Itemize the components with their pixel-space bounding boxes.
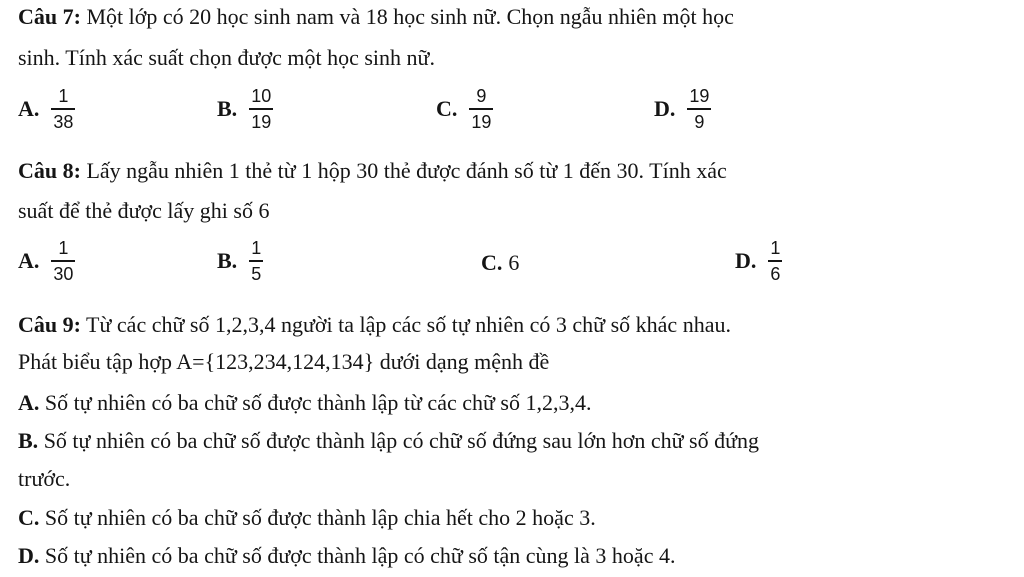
q8-option-a[interactable] (18, 238, 75, 284)
q9-option-a-label: A. (18, 390, 40, 415)
q8-option-d-fraction (768, 238, 782, 284)
q8-option-d[interactable] (735, 238, 782, 284)
q7-option-a[interactable] (18, 86, 75, 132)
fraction-numerator: 1 (58, 238, 69, 258)
q7-option-d-label: D. (654, 95, 676, 121)
q7-option-b[interactable] (217, 86, 273, 132)
q7-option-d-fraction (687, 86, 711, 132)
fraction-denominator: 38 (53, 111, 74, 132)
fraction-denominator: 9 (694, 111, 705, 132)
fraction-denominator: 6 (770, 263, 781, 284)
fraction-denominator: 30 (53, 263, 74, 284)
q9-option-d-label: D. (18, 543, 40, 568)
q9-option-d[interactable] (18, 543, 675, 569)
q9-line2: Phát biểu tập hợp A={123,234,124,134} dưới dạng mệnh đề (18, 349, 550, 374)
fraction-numerator: 19 (689, 86, 710, 106)
fraction-numerator: 10 (251, 86, 272, 106)
q8-option-c-label: C. (481, 250, 503, 275)
q9-option-c-text: Số tự nhiên có ba chữ số được thành lập chia hết cho 2 hoặc 3. (39, 505, 596, 530)
q7-option-a-label: A. (18, 95, 40, 121)
q9-option-a-text: Số tự nhiên có ba chữ số được thành lập từ các chữ số 1,2,3,4. (39, 390, 592, 415)
q9-label: Câu 9: (18, 312, 81, 337)
q7-line2: sinh. Tính xác suất chọn được một học sinh nữ. (18, 45, 435, 70)
q8-text-1: Lấy ngẫu nhiên 1 thẻ từ 1 hộp 30 thẻ được đánh số từ 1 đến 30. Tính xác (80, 158, 727, 183)
q8-line2: suất để thẻ được lấy ghi số 6 (18, 198, 270, 223)
fraction-denominator: 5 (251, 263, 262, 284)
q8-line1 (18, 158, 727, 184)
fraction-numerator: 1 (770, 238, 781, 258)
q7-option-c-fraction (469, 86, 493, 132)
q7-text-1: Một lớp có 20 học sinh nam và 18 học sinh nữ. Chọn ngẫu nhiên một học (80, 4, 734, 29)
q7-option-b-label: B. (217, 95, 238, 121)
q7-option-b-fraction (249, 86, 273, 132)
q7-option-c[interactable] (436, 86, 493, 132)
q9-option-b[interactable] (18, 428, 759, 454)
q8-option-c-value: 6 (508, 250, 520, 275)
q9-option-c-label: C. (18, 505, 40, 530)
fraction-numerator: 1 (58, 86, 69, 106)
q7-line1 (18, 4, 734, 30)
q7-option-d[interactable] (654, 86, 711, 132)
q9-option-d-text: Số tự nhiên có ba chữ số được thành lập có chữ số tận cùng là 3 hoặc 4. (39, 543, 676, 568)
q8-option-b[interactable] (217, 238, 263, 284)
q8-option-c[interactable] (481, 250, 519, 276)
fraction-numerator: 9 (476, 86, 487, 106)
q9-text-1: Từ các chữ số 1,2,3,4 người ta lập các số tự nhiên có 3 chữ số khác nhau. (80, 312, 731, 337)
q8-option-b-label: B. (217, 247, 238, 273)
q9-option-b-label: B. (18, 428, 39, 453)
q8-option-b-fraction (249, 238, 263, 284)
q8-option-a-fraction (51, 238, 75, 284)
q8-option-d-label: D. (735, 247, 757, 273)
q9-option-b-continued: trước. (18, 466, 71, 491)
q9-option-b-text: Số tự nhiên có ba chữ số được thành lập có chữ số đứng sau lớn hơn chữ số đứng (38, 428, 760, 453)
q7-label: Câu 7: (18, 4, 81, 29)
fraction-denominator: 19 (471, 111, 492, 132)
q8-option-a-label: A. (18, 247, 40, 273)
fraction-denominator: 19 (251, 111, 272, 132)
q9-option-a[interactable] (18, 390, 591, 416)
q7-option-a-fraction (51, 86, 75, 132)
q7-option-c-label: C. (436, 95, 458, 121)
q9-option-c[interactable] (18, 505, 596, 531)
fraction-numerator: 1 (251, 238, 262, 258)
q8-label: Câu 8: (18, 158, 81, 183)
q9-line1 (18, 312, 731, 338)
